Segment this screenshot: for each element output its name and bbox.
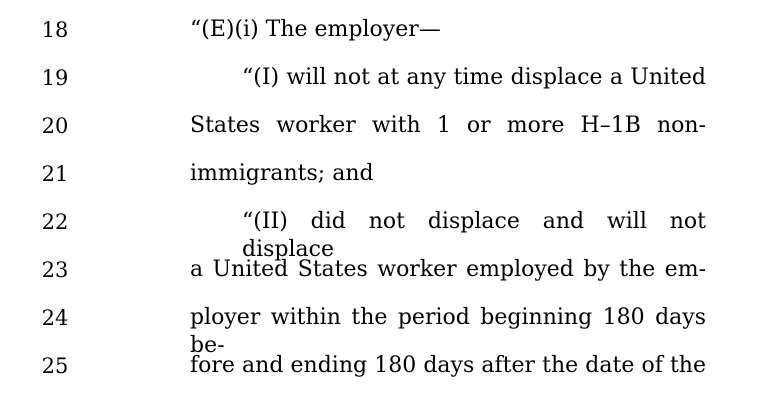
text-line-19 <box>0 64 760 104</box>
line-text: “(I) will not at any time displace a United <box>242 65 706 90</box>
line-text: immigrants; and <box>190 161 374 186</box>
line-text: ployer within the period beginning 180 days be- <box>190 305 706 358</box>
line-number: 23 <box>41 258 69 282</box>
text-line-23 <box>0 256 760 296</box>
line-number: 21 <box>41 162 69 186</box>
text-line-25 <box>0 352 760 392</box>
line-number: 22 <box>41 210 69 234</box>
line-number: 20 <box>41 114 69 138</box>
text-line-18 <box>0 16 760 56</box>
text-line-20 <box>0 112 760 152</box>
line-text: fore and ending 180 days after the date of the <box>190 353 706 378</box>
text-line-22 <box>0 208 760 262</box>
line-number: 25 <box>41 354 69 378</box>
line-text: States worker with 1 or more H–1B non- <box>190 113 706 138</box>
line-text: a United States worker employed by the em- <box>190 257 706 282</box>
line-text: “(II) did not displace and will not displace <box>242 209 706 262</box>
line-number: 19 <box>41 66 69 90</box>
text-line-24 <box>0 304 760 358</box>
line-number: 18 <box>41 18 69 42</box>
text-line-21 <box>0 160 760 200</box>
line-number: 24 <box>41 306 69 330</box>
line-text: “(E)(i) The employer— <box>190 17 441 42</box>
